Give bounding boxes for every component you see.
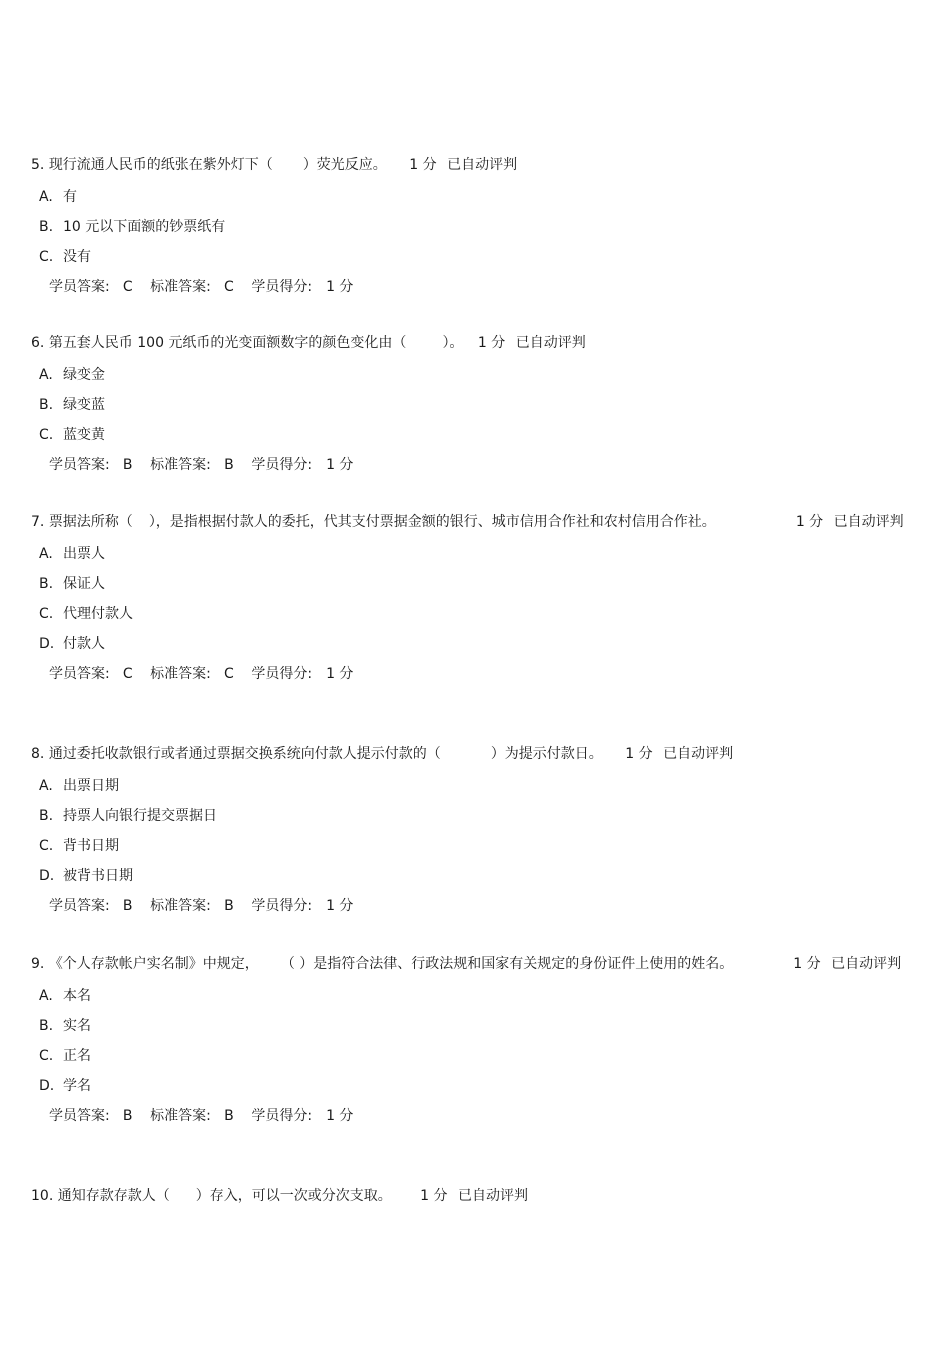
option-text: 绿变蓝 <box>63 397 105 413</box>
student-answer-value: C <box>122 666 133 682</box>
stem-text: 通知存款存款人（ <box>57 1188 170 1204</box>
standard-answer-label: 标准答案: <box>150 279 211 295</box>
option-b: B. 10 元以下面额的钞票纸有 <box>39 219 226 235</box>
question-8 <box>31 743 921 921</box>
student-answer-label: 学员答案: <box>49 666 110 682</box>
student-answer-label: 学员答案: <box>49 1108 110 1124</box>
question-6 <box>31 332 921 480</box>
option-a: A. 本名 <box>39 988 91 1004</box>
score-label: 学员得分: <box>251 457 313 473</box>
student-answer-label: 学员答案: <box>49 898 110 914</box>
student-answer-label: 学员答案: <box>49 279 110 295</box>
stem-text: （ ）是指符合法律、行政法规和国家有关规定的身份证件上使用的姓名。 <box>280 956 734 972</box>
question-number: 8. <box>31 746 45 762</box>
question-points: 1 分 <box>793 956 821 972</box>
option-text: 持票人向银行提交票据日 <box>63 808 217 824</box>
option-text: 10 元以下面额的钞票纸有 <box>63 219 226 235</box>
question-number: 9. <box>31 956 45 972</box>
option-c: C. 没有 <box>39 249 91 265</box>
option-b: B. 持票人向银行提交票据日 <box>39 808 217 824</box>
score-value: 1 分 <box>326 898 354 914</box>
student-answer-value: B <box>122 898 133 914</box>
option-a: A. 出票人 <box>39 546 105 562</box>
option-d: D. 学名 <box>39 1078 91 1094</box>
answer-row <box>31 1101 921 1131</box>
question-stem <box>31 743 921 765</box>
standard-answer-label: 标准答案: <box>150 666 211 682</box>
standard-answer-value: B <box>224 1108 234 1124</box>
answer-row <box>31 272 921 302</box>
question-stem <box>31 511 921 533</box>
standard-answer-value: B <box>224 457 234 473</box>
question-7 <box>31 511 921 689</box>
student-answer-label: 学员答案: <box>49 457 110 473</box>
question-points: 1 分 <box>625 746 653 762</box>
standard-answer-label: 标准答案: <box>150 457 211 473</box>
stem-text: ）存入，可以一次或分次支取。 <box>195 1188 392 1204</box>
question-stem <box>31 953 921 975</box>
question-9 <box>31 953 921 1131</box>
score-label: 学员得分: <box>251 1108 313 1124</box>
stem-text: ），是指根据付款人的委托，代其支付票据金额的银行、城市信用合作社和农村信用合作社。 <box>148 514 716 530</box>
standard-answer-value: C <box>224 279 234 295</box>
question-stem <box>31 154 921 176</box>
score-value: 1 分 <box>326 279 354 295</box>
question-stem <box>31 1185 921 1207</box>
option-text: 有 <box>63 189 77 205</box>
option-text: 背书日期 <box>63 838 119 854</box>
option-c: C. 背书日期 <box>39 838 119 854</box>
option-text: 学名 <box>63 1078 91 1094</box>
option-text: 出票日期 <box>63 778 119 794</box>
answer-row <box>31 891 921 921</box>
question-points: 1 分 <box>409 157 437 173</box>
stem-text: 第五套人民币 100 元纸币的光变面额数字的颜色变化由（ <box>48 335 407 351</box>
standard-answer-label: 标准答案: <box>150 1108 211 1124</box>
student-answer-value: B <box>122 457 133 473</box>
answer-row <box>31 659 921 689</box>
grading-status: 已自动评判 <box>831 956 902 972</box>
option-a: A. 有 <box>39 189 77 205</box>
standard-answer-value: B <box>224 898 234 914</box>
option-text: 蓝变黄 <box>63 427 105 443</box>
option-c: C. 蓝变黄 <box>39 427 105 443</box>
student-answer-value: B <box>122 1108 133 1124</box>
stem-text: 票据法所称（ <box>48 514 133 530</box>
option-b: B. 保证人 <box>39 576 105 592</box>
grading-status: 已自动评判 <box>447 157 518 173</box>
question-number: 6. <box>31 335 45 351</box>
stem-text: ）荧光反应。 <box>302 157 387 173</box>
option-d: D. 付款人 <box>39 636 105 652</box>
option-text: 本名 <box>63 988 91 1004</box>
option-b: B. 绿变蓝 <box>39 397 105 413</box>
score-label: 学员得分: <box>251 666 313 682</box>
question-number: 7. <box>31 514 45 530</box>
option-text: 代理付款人 <box>63 606 133 622</box>
stem-text: 现行流通人民币的纸张在紫外灯下（ <box>48 157 273 173</box>
option-text: 没有 <box>63 249 91 265</box>
answer-row <box>31 450 921 480</box>
option-c: C. 正名 <box>39 1048 91 1064</box>
option-text: 付款人 <box>63 636 105 652</box>
option-text: 出票人 <box>63 546 105 562</box>
grading-status: 已自动评判 <box>515 335 586 351</box>
score-label: 学员得分: <box>251 279 313 295</box>
option-c: C. 代理付款人 <box>39 606 133 622</box>
grading-status: 已自动评判 <box>457 1188 528 1204</box>
option-d: D. 被背书日期 <box>39 868 133 884</box>
option-text: 正名 <box>63 1048 91 1064</box>
option-text: 被背书日期 <box>63 868 133 884</box>
standard-answer-value: C <box>224 666 234 682</box>
question-points: 1 分 <box>477 335 506 351</box>
student-answer-value: C <box>122 279 133 295</box>
question-10 <box>31 1185 921 1207</box>
stem-text: ）为提示付款日。 <box>490 746 603 762</box>
option-a: A. 出票日期 <box>39 778 119 794</box>
stem-text: 《个人存款帐户实名制》中规定， <box>48 956 259 972</box>
option-text: 保证人 <box>63 576 105 592</box>
question-5 <box>31 154 921 302</box>
grading-status: 已自动评判 <box>833 514 904 530</box>
grading-status: 已自动评判 <box>663 746 734 762</box>
question-points: 1 分 <box>795 514 824 530</box>
stem-text: ）。 <box>442 335 464 351</box>
standard-answer-label: 标准答案: <box>150 898 211 914</box>
score-value: 1 分 <box>326 666 354 682</box>
question-stem <box>31 332 921 354</box>
option-text: 实名 <box>63 1018 91 1034</box>
stem-text: 通过委托收款银行或者通过票据交换系统向付款人提示付款的（ <box>48 746 441 762</box>
score-value: 1 分 <box>326 457 354 473</box>
score-label: 学员得分: <box>251 898 313 914</box>
option-text: 绿变金 <box>63 367 105 383</box>
score-value: 1 分 <box>326 1108 354 1124</box>
question-number: 5. <box>31 157 45 173</box>
option-a: A. 绿变金 <box>39 367 105 383</box>
option-b: B. 实名 <box>39 1018 91 1034</box>
question-points: 1 分 <box>420 1188 448 1204</box>
question-number: 10. <box>31 1188 54 1204</box>
